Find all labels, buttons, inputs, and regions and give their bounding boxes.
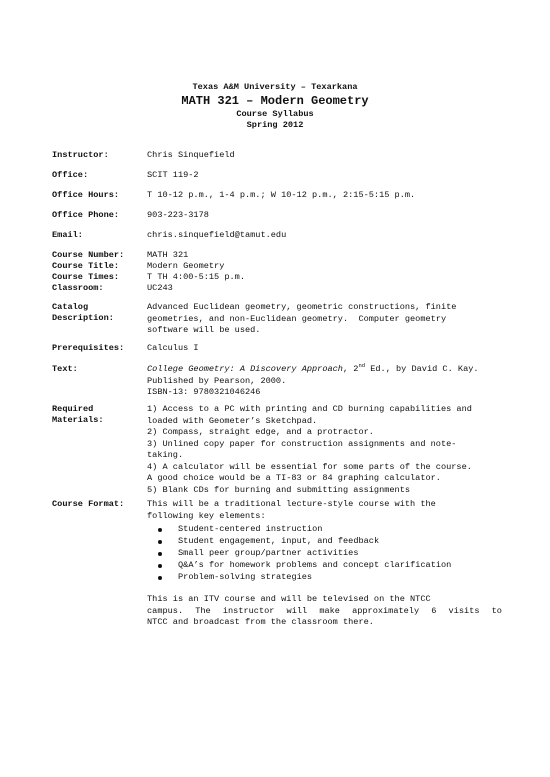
list-item-text: Problem-solving strategies [178,571,313,582]
email-label: Email: [52,230,83,240]
office-value: SCIT 119-2 [147,170,199,180]
catalog-description [147,302,502,337]
course-number-value: MATH 321 [147,250,189,260]
materials-line: 1) Access to a PC with printing and CD burning capabilities and [147,404,472,414]
office-label: Office: [52,170,89,180]
textbook-citation [147,364,502,376]
course-times-value: T TH 4:00-5:15 p.m. [147,272,245,282]
university-name: Texas A&M University – Texarkana [192,82,358,92]
bullet-icon [158,576,162,580]
catalog-line: Advanced Euclidean geometry, geometric constructions, finite [147,302,457,312]
book-title: College Geometry: A Discovery Approach [147,364,343,374]
materials-line: 5) Blank CDs for burning and submitting assignments [147,484,411,495]
itv-line: This is an ITV course and will be televised on the NTCC [147,594,431,604]
office-hours-value: T 10-12 p.m., 1-4 p.m.; W 10-12 p.m., 2:15-5:15 p.m. [147,190,416,200]
edition-author: Ed., by David C. Kay. [365,364,479,374]
term-label: Spring 2012 [246,120,304,130]
bullet-icon [158,564,162,568]
list-item [158,560,451,572]
materials-line: loaded with Geometer’s Sketchpad. [147,415,318,426]
course-format-label: Course Format: [52,499,125,509]
catalog-line: software will be used. [147,325,261,335]
format-intro-line: following key elements: [147,510,266,521]
list-item [158,536,451,548]
itv-word: visits [448,605,480,616]
materials-list [147,404,502,496]
classroom-label: Classroom: [52,283,104,293]
catalog-line: geometries, and non-Euclidean geometry. Computer geometry [147,313,447,324]
itv-word: The [195,605,211,616]
materials-line: 3) Unlined copy paper for construction assignments and note- [147,438,457,449]
list-item-text: Small peer group/partner activities [178,547,359,558]
course-heading: MATH 321 – Modern Geometry [181,94,369,108]
materials-label-line-2: Materials: [52,415,104,425]
list-item-text: Student engagement, input, and feedback [178,535,380,546]
instructor-label: Instructor: [52,150,109,160]
list-item [158,572,451,584]
course-number-label: Course Number: [52,250,125,260]
materials-line: 4) A calculator will be essential for some parts of the course. [147,461,472,472]
office-phone-label: Office Phone: [52,210,120,220]
email-value: chris.sinquefield@tamut.edu [147,230,287,240]
textbook-info [147,364,502,399]
itv-word: to [491,605,502,616]
itv-word: campus. [147,605,184,616]
prerequisites-label: Prerequisites: [52,343,125,353]
document-subtitle: Course Syllabus [236,109,314,119]
instructor-value: Chris Sinquefield [147,150,235,160]
itv-word: make [319,605,340,616]
prerequisites-value: Calculus I [147,343,199,353]
itv-paragraph [147,594,502,629]
format-intro-line: This will be a traditional lecture-style course with the [147,499,436,509]
itv-word: instructor [222,605,275,616]
list-item [158,524,451,536]
materials-line: A good choice would be a TI-83 or 84 graphing calculator. [147,473,441,483]
materials-label-line-1: Required [52,404,94,414]
list-item [158,548,451,560]
list-item-text: Q&A’s for homework problems and concept clarification [178,559,452,570]
bullet-icon [158,528,162,532]
isbn: ISBN-13: 9780321046246 [147,387,261,397]
itv-word: 6 [431,605,437,616]
office-hours-label: Office Hours: [52,190,120,200]
bullet-icon [158,540,162,544]
list-item-text: Student-centered instruction [178,524,323,534]
itv-justified-line [147,606,502,618]
course-title-value: Modern Geometry [147,261,225,271]
materials-line: taking. [147,450,184,460]
itv-word: approximately [352,605,420,616]
bullet-icon [158,552,162,556]
classroom-value: UC243 [147,283,173,293]
course-format-intro [147,499,502,522]
itv-word: will [286,605,308,616]
publisher: Published by Pearson, 2000. [147,375,287,386]
materials-line: 2) Compass, straight edge, and a protractor. [147,427,374,437]
course-times-label: Course Times: [52,272,120,282]
course-elements-list [158,524,451,584]
course-title-label: Course Title: [52,261,120,271]
catalog-label-line-2: Description: [52,313,114,323]
itv-line: NTCC and broadcast from the classroom there. [147,617,374,627]
text-label: Text: [52,364,78,374]
edition-number: , 2 [342,364,359,374]
edition-suffix: nd [358,362,366,370]
catalog-label-line-1: Catalog [52,302,89,312]
office-phone-value: 903-223-3178 [147,210,209,220]
